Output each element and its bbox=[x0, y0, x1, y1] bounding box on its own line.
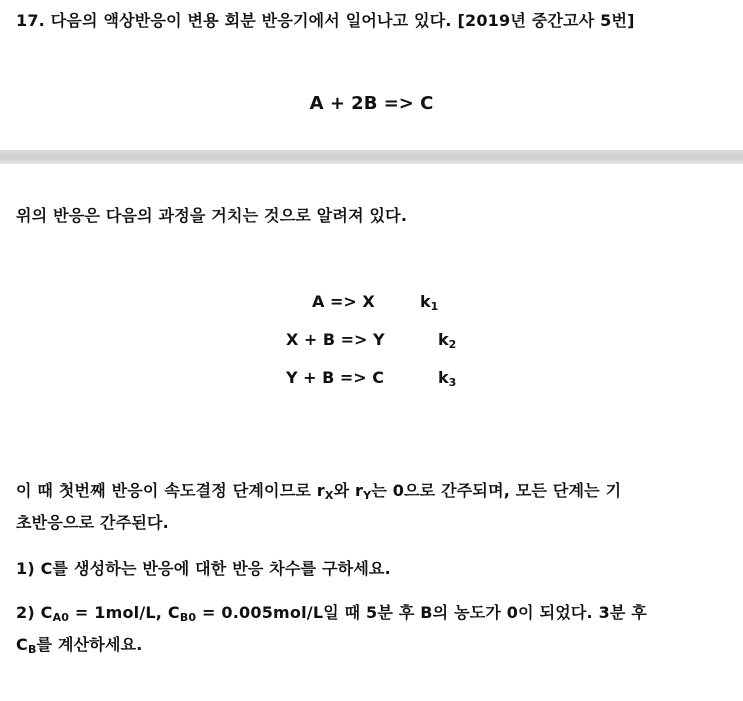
condition-line-2: 초반응으로 간주된다. bbox=[16, 513, 169, 532]
question-2-line-1: 2) $C_{A0} = 1mol/L$, $C_{B0} = 0.005mol/L$일 때 5분 후 B의 농도가 0이 되었다. 3분 후 bbox=[16, 603, 647, 624]
step-equation: Y + B => C bbox=[286, 368, 385, 387]
question-1: 1) C를 생성하는 반응에 대한 반응 차수를 구하세요. bbox=[16, 559, 391, 578]
condition-line-1: 이 때 첫번째 반응이 속도결정 단계이므로 $r_X$와 $r_Y$는 0으로 간주되며, 모든 단계는 기 bbox=[16, 481, 622, 502]
section-divider bbox=[0, 150, 743, 164]
mechanism-intro: 위의 반응은 다음의 과정을 거치는 것으로 알려져 있다. bbox=[16, 206, 408, 225]
rate-constant: $k_2$ bbox=[438, 330, 457, 351]
rate-constant: $k_1$ bbox=[420, 292, 439, 313]
problem-header: 17. 다음의 액상반응이 변용 회분 반응기에서 일어나고 있다. [2019년 중간고사 5번] bbox=[16, 11, 635, 30]
step-equation: X + B => Y bbox=[286, 330, 385, 349]
rate-constant: $k_3$ bbox=[438, 368, 457, 389]
step-equation: A => X bbox=[312, 292, 375, 311]
question-2-line-2: $C_B$를 계산하세요. bbox=[16, 635, 143, 656]
overall-reaction: A + 2B => C bbox=[309, 93, 434, 114]
